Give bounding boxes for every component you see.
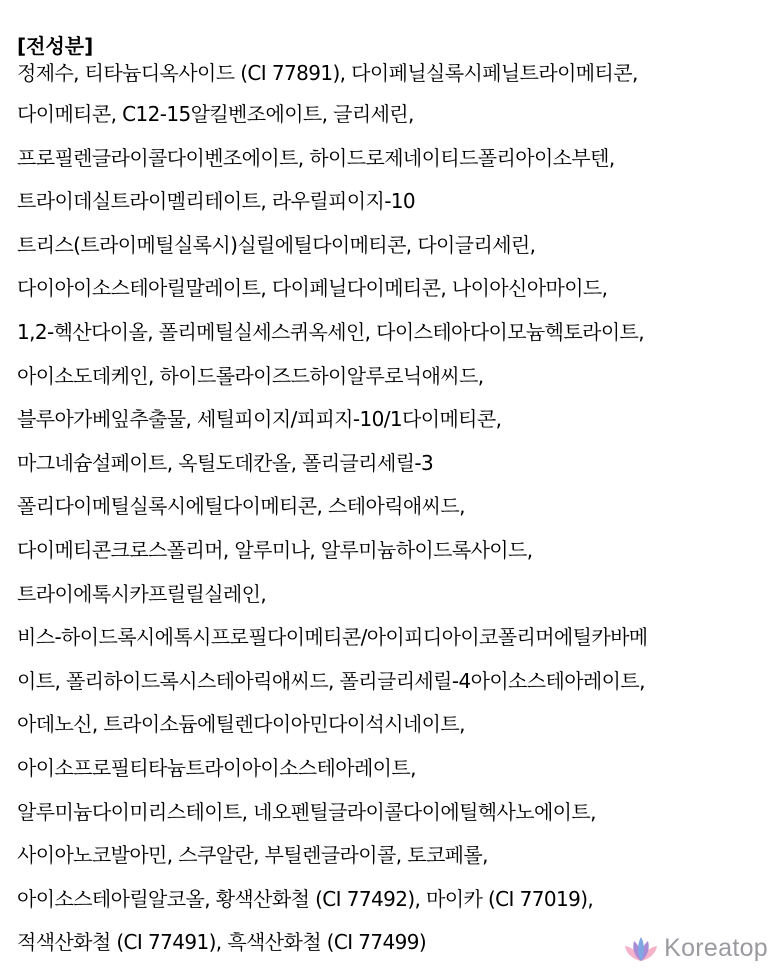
ingredient-line: 프로필렌글라이콜다이벤조에이트, 하이드로제네이티드폴리아이소부텐, [17,145,615,170]
ingredients-list [17,63,777,965]
ingredient-line: 다이메티콘크로스폴리머, 알루미나, 알루미늄하이드록사이드, [17,537,533,562]
ingredient-line: 아이소프로필티타늄트라이아이소스테아레이트, [17,755,416,780]
ingredient-line: 트라이데실트라이멜리테이트, 라우릴피이지-10 [17,189,416,214]
ingredients-heading: [전성분] [17,34,94,58]
ingredient-line: 1,2-헥산다이올, 폴리메틸실세스퀴옥세인, 다이스테아다이모늄헥토라이트, [17,319,645,344]
lotus-icon [624,935,658,963]
ingredient-line: 알루미늄다이미리스테이트, 네오펜틸글라이콜다이에틸헥사노에이트, [17,799,596,824]
ingredient-line: 비스-하이드록시에톡시프로필다이메티콘/아이피디아이코폴리머에틸카바메 [17,625,648,650]
ingredient-line: 다이메티콘, C12-15알킬벤조에이트, 글리세린, [17,102,414,126]
ingredient-line: 마그네슘설페이트, 옥틸도데칸올, 폴리글리세릴-3 [17,450,434,475]
ingredient-line: 다이아이소스테아릴말레이트, 다이페닐다이메티콘, 나이아신아마이드, [17,276,608,301]
ingredient-line: 블루아가베잎추출물, 세틸피이지/피피지-10/1다이메티콘, [17,407,502,432]
ingredient-line: 폴리다이메틸실록시에틸다이메티콘, 스테아릭애씨드, [17,494,465,519]
ingredient-line: 적색산화철 (CI 77491), 흑색산화철 (CI 77499) [17,930,427,955]
ingredients-document [17,30,777,965]
ingredient-line: 아데노신, 트라이소듐에틸렌다이아민다이석시네이트, [17,712,465,737]
ingredient-line: 아이소스테아릴알코올, 황색산화철 (CI 77492), 마이카 (CI 77019), [17,886,594,911]
ingredient-line: 트리스(트라이메틸실록시)실릴에틸다이메티콘, 다이글리세린, [17,232,536,257]
ingredient-line: 정제수, 티타늄디옥사이드 (CI 77891), 다이페닐실록시페닐트라이메티콘, [17,61,638,85]
brand-name: Koreatop [664,934,768,962]
brand-watermark [624,934,768,963]
ingredient-line: 트라이에톡시카프릴릴실레인, [17,581,267,606]
ingredient-line: 아이소도데케인, 하이드롤라이즈드하이알루로닉애씨드, [17,363,484,388]
ingredient-line: 사이아노코발아민, 스쿠알란, 부틸렌글라이콜, 토코페롤, [17,843,488,868]
ingredient-line: 이트, 폴리하이드록시스테아릭애씨드, 폴리글리세릴-4아이소스테아레이트, [17,668,645,693]
